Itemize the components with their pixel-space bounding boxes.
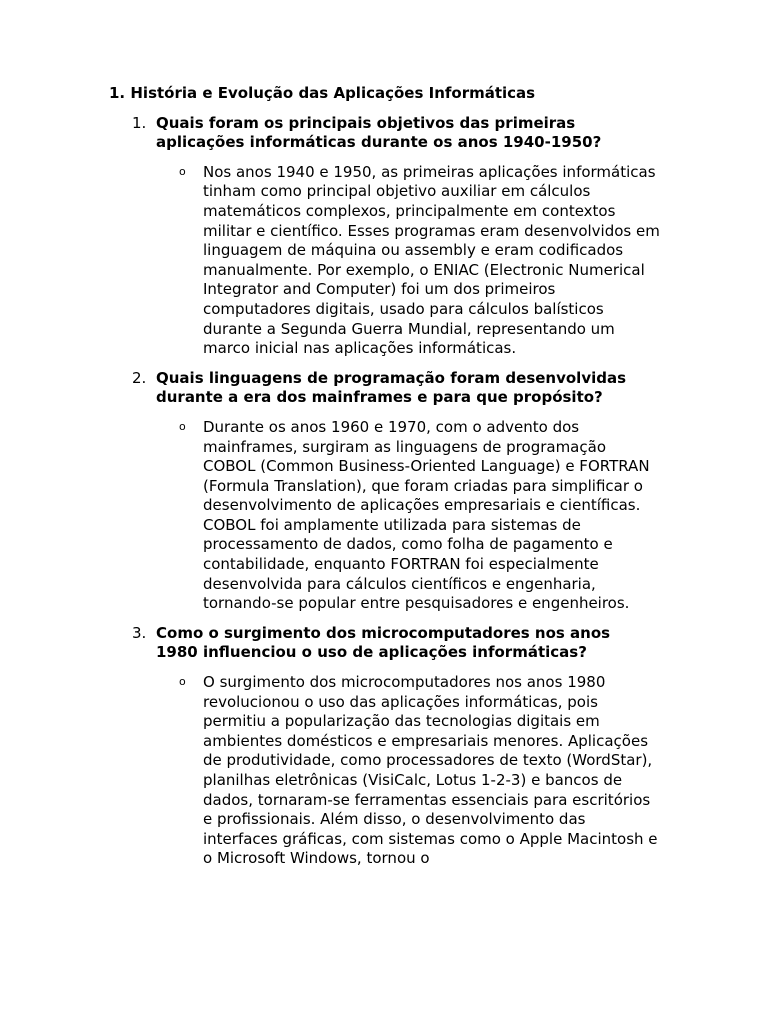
answer-item (109, 163, 663, 359)
section-history (109, 84, 669, 869)
question-text: Como o surgimento dos microcomputadores nos anos 1980 influenciou o uso de aplicações informáticas? (156, 623, 611, 662)
bullet-icon: o (179, 675, 186, 689)
question-number: 3. (132, 623, 147, 642)
answer-text: Durante os anos 1960 e 1970, com o advento dos mainframes, surgiram as linguagens de programação COBOL (Common Business-Oriented Language) e FORTRAN (Formula Translation), que foram criadas para simplificar o desenvolvimento de aplicações empresariais e científicas. COBOL foi amplamente utilizada para sistemas de processamento de dados, como folha de pagamento e contabilidade, enquanto FORTRAN foi especialmente desenvolvida para cálculos científicos e engenharia, tornando-se popular entre pesquisadores e engenheiros. (203, 417, 650, 613)
section-title-text: História e Evolução das Aplicações Informáticas (130, 84, 536, 102)
answer-item (109, 673, 663, 869)
bullet-icon: o (179, 419, 186, 433)
question-number: 2. (132, 368, 147, 387)
bullet-icon: o (179, 164, 186, 178)
question-text: Quais foram os principais objetivos das primeiras aplicações informáticas durante os anos 1940-1950? (156, 113, 602, 152)
section-number: 1. (109, 84, 126, 102)
answer-text: Nos anos 1940 e 1950, as primeiras aplicações informáticas tinham como principal objetivo auxiliar em cálculos matemáticos complexos, principalmente em contextos militar e científico. Esses programas eram desenvolvidos em linguagem de máquina ou assembly e eram codificados manualmente. Por exemplo, o ENIAC (Electronic Numerical Integrator and Computer) foi um dos primeiros computadores digitais, usado para cálculos balísticos durante a Segunda Guerra Mundial, representando um marco inicial nas aplicações informáticas. (203, 162, 660, 358)
answer-text: O surgimento dos microcomputadores nos anos 1980 revolucionou o uso das aplicações informáticas, pois permitiu a popularização das tecnologias digitais em ambientes domésticos e empresariais menores. Aplicações de produtividade, como processadores de texto (WordStar), planilhas eletrônicas (VisiCalc, Lotus 1-2-3) e bancos de dados, tornaram-se ferramentas essenciais para escritórios e profissionais. Além disso, o desenvolvimento das interfaces gráficas, com sistemas como o Apple Macintosh e o Microsoft Windows, tornou o (203, 673, 658, 868)
question-number: 1. (132, 113, 147, 132)
question-text: Quais linguagens de programação foram desenvolvidas durante a era dos mainframes e para que propósito? (156, 368, 627, 407)
answer-item (109, 418, 663, 614)
section-title (109, 84, 669, 104)
question-item (109, 624, 656, 663)
question-item (109, 114, 656, 153)
question-item (109, 369, 656, 408)
